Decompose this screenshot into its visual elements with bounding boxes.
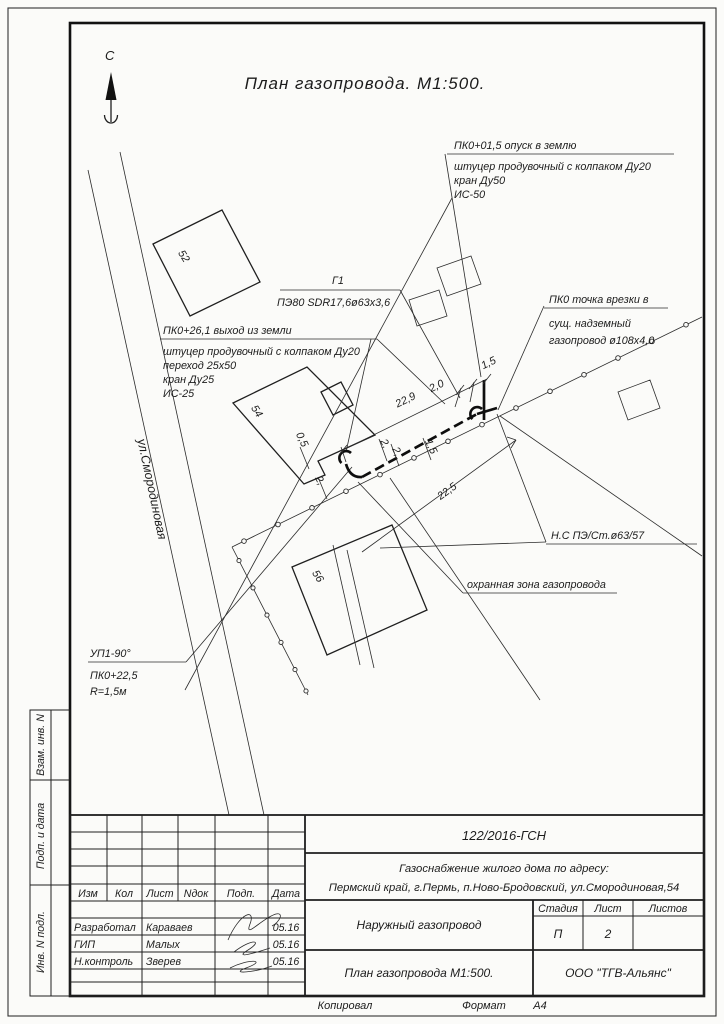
tb-row2-role: ГИП [74, 939, 96, 951]
dim-line-main [343, 379, 487, 450]
svg-text:штуцер продувочный с колпаком: штуцер продувочный с колпаком Ду20 [163, 346, 360, 358]
shed-1-outline [437, 256, 481, 296]
svg-text:Г1: Г1 [332, 275, 344, 287]
svg-text:сущ. надземный: сущ. надземный [549, 318, 631, 330]
tb-col-podp: Подп. [226, 888, 256, 900]
street-label: ул.Смородиновая [134, 437, 170, 541]
sheet-borders [8, 8, 716, 1016]
dim-0-5: 0,5 [293, 430, 311, 450]
tb-company: ООО "ТГВ-Альянс" [565, 966, 671, 980]
leader-ns-1 [497, 414, 546, 542]
leader-turn [186, 467, 352, 662]
annotation-tiein [544, 294, 668, 347]
annotation-pipe-mark [277, 275, 400, 309]
svg-text:ПЭ80 SDR17,6ø63x3,6: ПЭ80 SDR17,6ø63x3,6 [277, 297, 391, 309]
tb-project-line2: Пермский край, г.Пермь, п.Ново-Бродовский, ул.Смородиновая,54 [328, 882, 680, 894]
tb-row3-name: Зверев [146, 956, 182, 968]
leader-tiein [498, 306, 544, 410]
street [88, 152, 264, 815]
dim-22-9: 22,9 [393, 390, 418, 411]
dim-2-0: 2,0 [427, 377, 447, 395]
svg-text:кран Ду50: кран Ду50 [454, 175, 506, 187]
svg-text:Н.С ПЭ/Ст.ø63/57: Н.С ПЭ/Ст.ø63/57 [551, 530, 645, 542]
pipeline-bend [346, 464, 362, 477]
building-56-outline [292, 525, 427, 655]
svg-text:ПК0+26,1 выход из земли: ПК0+26,1 выход из земли [163, 325, 292, 337]
tb-stage-value: П [553, 927, 563, 941]
tb-row2-name: Малых [146, 939, 180, 951]
svg-text:ПК0+01,5 опуск в землю: ПК0+01,5 опуск в землю [454, 140, 577, 152]
footer-format-value: А4 [533, 1000, 547, 1012]
svg-text:УП1-90°: УП1-90° [90, 648, 131, 660]
svg-text:охранная зона газопровода: охранная зона газопровода [467, 579, 606, 591]
svg-text:R=1,5м: R=1,5м [90, 686, 127, 698]
tb-row1-role: Разработал [74, 922, 136, 934]
tb-row1-date: 05.16 [272, 922, 300, 934]
svg-text:штуцер продувочный с колпаком: штуцер продувочный с колпаком Ду20 [454, 161, 651, 173]
svg-text:переход 25x50: переход 25x50 [163, 360, 237, 372]
margin-label-inv: Инв. N подл. [35, 911, 47, 973]
tb-project-line1: Газоснабжение жилого дома по адресу: [399, 863, 609, 875]
building-52-outline [153, 210, 260, 316]
dim-2-b: 2, [389, 445, 405, 459]
building-52-label: 52 [175, 248, 192, 265]
dim-22-5: 22,5 [435, 480, 460, 503]
svg-text:ИС-25: ИС-25 [163, 388, 195, 400]
existing-pipeline [232, 317, 702, 695]
margin-boxes [30, 710, 70, 996]
footer [318, 1000, 547, 1012]
annotation-zone [463, 579, 617, 593]
north-arrow [105, 48, 118, 123]
building-54-outline [233, 367, 375, 484]
plan-title: План газопровода. М1:500. [244, 74, 486, 93]
fence-branch [232, 547, 308, 695]
tb-sheets-label: Листов [648, 903, 688, 915]
dim-2-a: 2, [377, 437, 393, 451]
svg-text:ПК0 точка врезки в: ПК0 точка врезки в [549, 294, 649, 306]
annotation-turn [88, 648, 186, 698]
margin-label-podp: Подп. и дата [35, 802, 47, 870]
annotation-entry [447, 140, 674, 201]
tb-row2-date: 05.16 [272, 939, 300, 951]
north-arrow-head [106, 72, 117, 100]
tb-sheet-label: Лист [594, 903, 622, 915]
tb-sheet-value: 2 [604, 927, 612, 941]
svg-text:газопровод ø108x4,0: газопровод ø108x4,0 [549, 335, 655, 347]
outer-border [8, 8, 716, 1016]
building-54-label: 54 [248, 403, 265, 420]
tb-row1-name: Караваев [146, 922, 193, 934]
tb-col-kol: Кол [115, 888, 133, 900]
svg-text:ПК0+22,5: ПК0+22,5 [90, 670, 138, 682]
tb-doc-number: 122/2016-ГСН [462, 828, 546, 843]
svg-text:кран Ду25: кран Ду25 [163, 374, 215, 386]
tb-stage-label: Стадия [538, 903, 578, 915]
fence-line-2 [347, 550, 374, 668]
tb-sheet-title: План газопровода М1:500. [344, 966, 494, 980]
margin-label-vzam: Взам. инв. N [35, 714, 47, 776]
fence-line-1 [333, 545, 360, 665]
tb-col-ndok: Nдок [183, 888, 209, 900]
north-label: С [105, 48, 115, 63]
tb-col-list: Лист [146, 888, 174, 900]
dim-1-5-mid: 1,5 [422, 437, 440, 457]
shed-2-outline [409, 290, 447, 326]
tb-col-data: Дата [272, 888, 300, 900]
leader-entry [445, 154, 481, 377]
shed-3-outline [618, 380, 660, 420]
street-edge-right [120, 152, 264, 815]
footer-format-label: Формат [462, 1000, 506, 1012]
title-block [70, 815, 704, 996]
tb-row3-role: Н.контроль [74, 956, 134, 968]
svg-text:ИС-50: ИС-50 [454, 189, 486, 201]
annotations [88, 140, 697, 698]
building-56-label: 56 [309, 568, 326, 585]
footer-copied: Копировал [317, 1000, 373, 1012]
leader-ns-2 [380, 542, 546, 548]
tb-row3-date: 05.16 [272, 956, 300, 968]
dim-1-5-top: 1,5 [479, 354, 499, 372]
tb-col-izm: Изм [78, 888, 98, 900]
leader-lines [185, 154, 702, 700]
tb-object-title: Наружный газопровод [356, 918, 482, 932]
dim-2-c: 2, [312, 474, 328, 488]
